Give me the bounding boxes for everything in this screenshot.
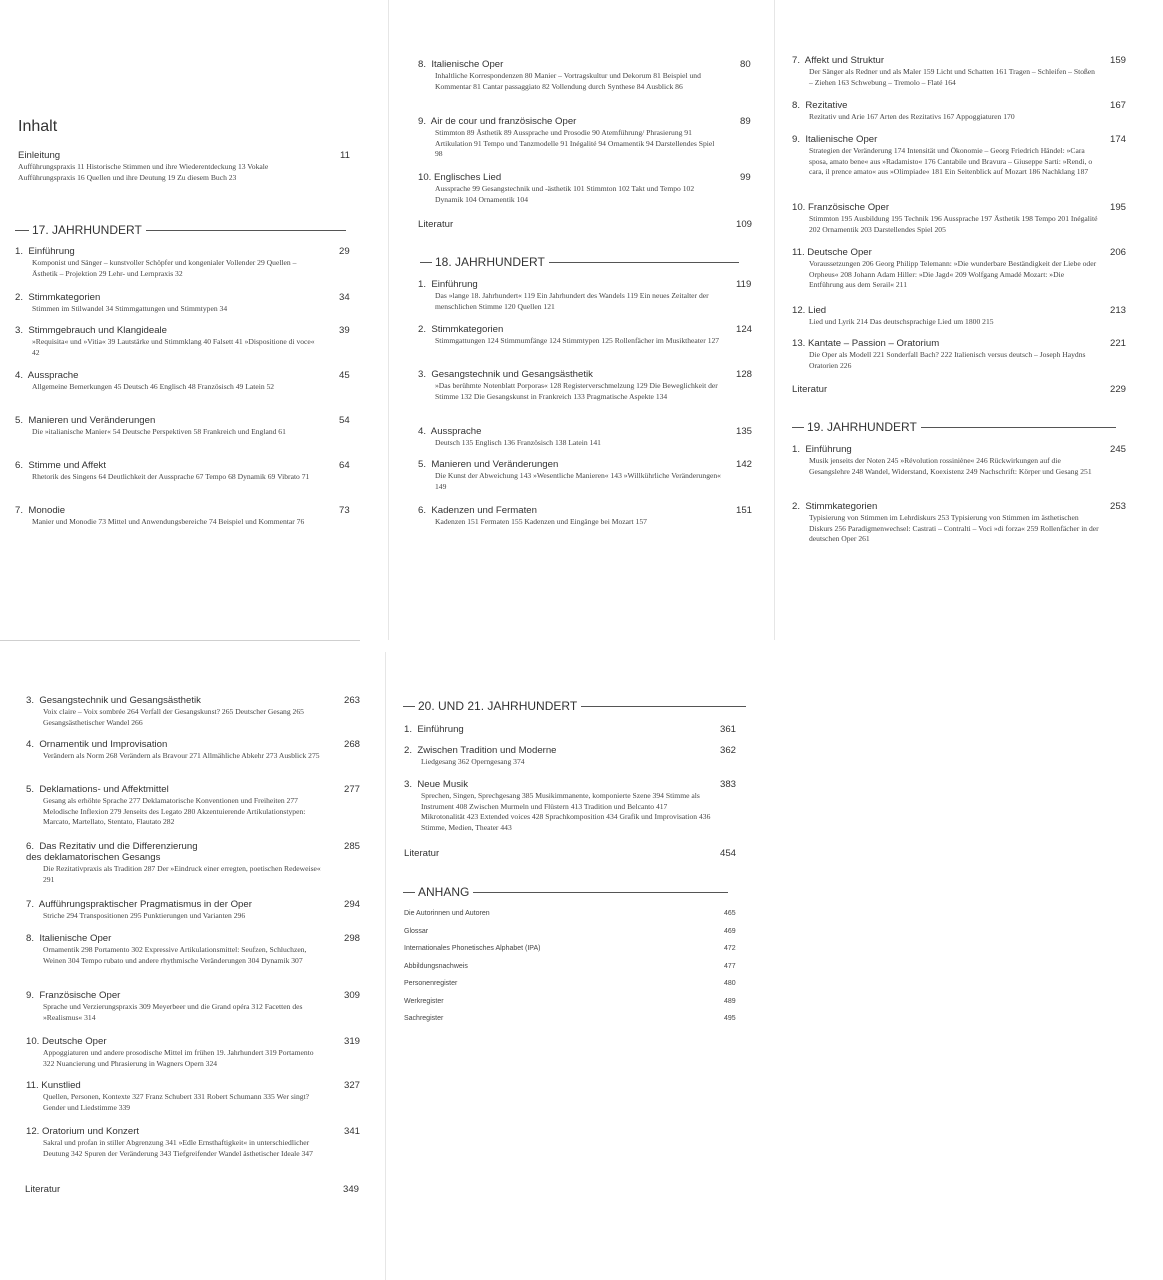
entry-title: Literatur — [792, 384, 828, 395]
entry-desc: Die Oper als Modell 221 Sonderfall Bach? 222 Italienisch versus deutsch – Joseph Haydns Oratorien 226 — [809, 350, 1086, 370]
entry-title: Literatur — [418, 219, 454, 230]
section-heading: 20. UND 21. JAHRHUNDERT — [403, 699, 746, 713]
entry-desc: Gesang als erhöhte Sprache 277 Deklamatorische Konventionen und Freiheiten 277 Melodische Inflexion 279 Jenseits des Legato 280 Akzentuierende Artikulationstypen: Marcato, Martellato, Stentato, Flautato 282 — [43, 796, 306, 827]
entry-title: 3. Gesangstechnik und Gesangsästhetik — [418, 369, 593, 380]
literatur-entry[interactable] — [25, 1184, 361, 1195]
entry-page: 221 — [1110, 338, 1127, 349]
entry-desc: Aussprache 99 Gesangstechnik und -ästhetik 101 Stimmton 102 Takt und Tempo 102 Dynamik 104 Ornamentik 104 — [435, 184, 695, 204]
entry-page: 29 — [339, 246, 350, 257]
anhang-item[interactable] — [404, 1015, 740, 1022]
entry-title: 10. Französische Oper — [792, 202, 890, 213]
entry-page: 268 — [344, 739, 361, 750]
entry-page: 245 — [1110, 444, 1127, 455]
entry-title: 2. Stimmkategorien — [15, 292, 101, 303]
entry-desc: Allgemeine Bemerkungen 45 Deutsch 46 Englisch 48 Französisch 49 Latein 52 — [32, 382, 275, 391]
toc-entry[interactable] — [792, 338, 1128, 371]
toc-entry[interactable] — [418, 279, 754, 312]
toc-entry[interactable] — [26, 899, 362, 922]
entry-desc: Sakral und profan in stiller Abgrenzung 341 »Edle Ernsthaftigkeit« in unterschiedlicher Deutung 342 Spuren der Veränderung 343 Tiefgreifender Wandel ästhetischer Ideale 347 — [43, 1138, 313, 1158]
toc-entry[interactable] — [26, 739, 362, 762]
section-heading: 18. JAHRHUNDERT — [420, 255, 739, 269]
entry-title: 7. Aufführungspraktischer Pragmatismus in der Oper — [26, 899, 252, 910]
entry-desc: Lied und Lyrik 214 Das deutschsprachige Lied um 1800 215 — [809, 317, 994, 326]
entry-desc: Sprechen, Singen, Sprechgesang 385 Musikimmanente, komponierte Szene 394 Stimme als Instrument 408 Zwischen Murmeln und Flüstern 413 Tradition und Belcanto 417 Mikrotonalität 423 Extended voices 428 Sprachkomposition 434 Grafik und Improvisation 436 Stimme, Medien, Theater 443 — [421, 791, 711, 832]
entry-title: 12. Oratorium und Konzert — [26, 1126, 140, 1137]
entry-page: 174 — [1110, 134, 1127, 145]
entry-desc: Ornamentik 298 Portamento 302 Expressive Artikulationsmittel: Seufzen, Schluchzen, Weinen 304 Tempo rubato und andere rhythmische Veränderungen 304 Dynamik 307 — [43, 945, 307, 965]
anhang-item[interactable] — [404, 998, 740, 1005]
entry-title: 5. Deklamations- und Affektmittel — [26, 784, 169, 795]
anhang-page: 465 — [724, 910, 736, 917]
entry-desc: Striche 294 Transpositionen 295 Punktierungen und Varianten 296 — [43, 911, 246, 920]
literatur-entry[interactable] — [404, 848, 740, 859]
toc-page-4 — [0, 652, 385, 1280]
entry-page: 319 — [344, 1036, 361, 1047]
anhang-item[interactable] — [404, 945, 740, 952]
entry-desc: Voix claire – Voix sombrée 264 Verfall der Gesangskunst? 265 Deutscher Gesang 265 Gesangsästhetischer Wandel 266 — [43, 707, 304, 727]
section-heading: 17. JAHRHUNDERT — [15, 223, 346, 237]
anhang-label: Die Autorinnen und Autoren — [404, 910, 490, 917]
toc-entry[interactable] — [15, 246, 353, 279]
page-edge-line — [0, 640, 360, 641]
entry-page: 362 — [720, 745, 737, 756]
toc-entry[interactable] — [418, 324, 754, 347]
anhang-label: Sachregister — [404, 1015, 444, 1022]
toc-entry[interactable] — [792, 501, 1128, 545]
anhang-item[interactable] — [404, 910, 740, 917]
entry-title: 6. Das Rezitativ und die Differenzierung des deklamatorischen Gesangs — [26, 841, 198, 863]
entry-title: 2. Stimmkategorien — [418, 324, 504, 335]
toc-entry[interactable] — [15, 292, 353, 315]
anhang-item[interactable] — [404, 980, 740, 987]
toc-entry[interactable] — [15, 505, 353, 528]
entry-title: 3. Neue Musik — [404, 779, 468, 790]
toc-entry[interactable] — [792, 100, 1128, 123]
entry-page: 383 — [720, 779, 737, 790]
entry-page: 73 — [339, 505, 350, 516]
toc-entry[interactable] — [792, 444, 1128, 477]
anhang-label: Personenregister — [404, 980, 458, 987]
entry-desc: Strategien der Veränderung 174 Intensität und Ökonomie – Georg Friedrich Händel: »Cara sposa, amato bene« aus »Radamisto« 176 Cantabile und Bravura – Giuseppe Sarti: »Rendi, o cara, il prence amato« aus »Olimpiade« 181 Ein Seitenblick auf Mozart 186 Nachklang 187 — [809, 146, 1093, 177]
toc-entry[interactable] — [418, 116, 754, 160]
toc-entry[interactable] — [26, 784, 362, 828]
entry-page: 99 — [740, 172, 751, 183]
anhang-page: 489 — [724, 997, 736, 1005]
anhang-label: Abbildungsnachweis — [404, 962, 468, 970]
entry-title: 11. Kunstlied — [26, 1080, 81, 1091]
entry-title: 7. Affekt und Struktur — [792, 55, 885, 66]
entry-title: Literatur — [25, 1184, 61, 1195]
entry-page: 89 — [740, 116, 751, 127]
entry-title: 1. Einführung — [15, 246, 75, 257]
entry-title: 4. Aussprache — [15, 370, 79, 381]
entry-desc: Appoggiaturen und andere prosodische Mittel im frühen 19. Jahrhundert 319 Portamento 322 Nuancierung und Phrasierung in Wagners Opern 324 — [43, 1048, 314, 1068]
entry-page: 361 — [720, 724, 737, 735]
literatur-entry[interactable] — [418, 219, 752, 230]
entry-page: 109 — [736, 219, 753, 230]
entry-page: 206 — [1110, 247, 1127, 258]
entry-page: 39 — [339, 325, 350, 336]
entry-title: 10. Englisches Lied — [418, 172, 502, 183]
toc-entry[interactable] — [792, 134, 1128, 178]
entry-page: 263 — [344, 695, 361, 706]
entry-page: 135 — [736, 426, 753, 437]
entry-desc: »Requisita« und »Vitia« 39 Lautstärke und Stimmklang 40 Falsett 41 »Dispositione di voce« 42 — [32, 337, 315, 357]
toc-page-1 — [0, 0, 388, 640]
toc-entry[interactable] — [404, 745, 740, 768]
entry-title: 13. Kantate – Passion – Oratorium — [792, 338, 940, 349]
entry-desc: Aufführungspraxis 11 Historische Stimmen und ihre Wiederentdeckung 13 Vokale Aufführungspraxis 16 Quellen und ihre Deutung 19 Zu diesem Buch 23 — [18, 162, 269, 182]
entry-title: 8. Italienische Oper — [26, 933, 112, 944]
entry-page: 341 — [344, 1126, 361, 1137]
entry-desc: Musik jenseits der Noten 245 »Révolution rossiniène« 246 Rückwirkungen auf die Gesangslehre 248 Wandel, Widerstand, Koexistenz 249 Nachschrift: Körper und Gesang 251 — [809, 456, 1092, 476]
entry-title: 6. Kadenzen und Fermaten — [418, 505, 537, 516]
entry-page: 151 — [736, 505, 753, 516]
entry-page: 277 — [344, 784, 361, 795]
entry-page: 80 — [740, 59, 751, 70]
toc-entry[interactable] — [792, 202, 1128, 235]
entry-title: 12. Lied — [792, 305, 827, 316]
entry-desc: Stimmton 195 Ausbildung 195 Technik 196 Aussprache 197 Ästhetik 198 Tempo 201 Inégalité 202 Ornamentik 203 Darstellendes Spiel 205 — [809, 214, 1098, 234]
toc-entry[interactable] — [26, 933, 362, 966]
entry-title: 4. Ornamentik und Improvisation — [26, 739, 168, 750]
entry-page: 124 — [736, 324, 753, 335]
entry-desc: Stimmgattungen 124 Stimmumfänge 124 Stimmtypen 125 Rollenfächer im Musiktheater 127 — [435, 336, 720, 345]
anhang-item[interactable] — [404, 928, 740, 935]
entry-desc: »Das berühmte Notenblatt Porporas« 128 Registerverschmelzung 129 Die Beweglichkeit der Stimme 132 Die Gesangskunst in Frankreich 133 Pragmatische Aspekte 134 — [435, 381, 718, 401]
entry-page: 11 — [340, 150, 350, 161]
entry-title: 1. Einführung — [404, 724, 464, 735]
toc-entry[interactable] — [26, 1036, 362, 1069]
entry-page: 294 — [344, 899, 361, 910]
entry-page: 128 — [736, 369, 753, 380]
entry-desc: Inhaltliche Korrespondenzen 80 Manier – Vortragskultur und Dekorum 81 Beispiel und Kommentar 81 Cantar passaggiato 82 Vollendung durch Synthese 84 Ausblick 86 — [435, 71, 701, 91]
entry-page: 454 — [720, 848, 737, 859]
entry-desc: Liedgesang 362 Operngesang 374 — [421, 757, 525, 766]
entry-title: Literatur — [404, 848, 440, 859]
entry-desc: Komponist und Sänger – kunstvoller Schöpfer und kongenialer Vollender 29 Quellen – Ästhetik – Projektion 29 Lehr- und Lernpraxis 32 — [32, 258, 297, 278]
entry-page: 229 — [1110, 384, 1127, 395]
entry-desc: Stimmton 89 Ästhetik 89 Aussprache und Prosodie 90 Atemführung/ Phrasierung 91 Artikulation 91 Tempo und Tanzmodelle 91 Inégalité 94 Ornamentik 94 Darstellendes Spiel 98 — [435, 128, 715, 159]
entry-page: 253 — [1110, 501, 1127, 512]
entry-title: 8. Rezitative — [792, 100, 848, 111]
entry-desc: Die Rezitativpraxis als Tradition 287 Der »Eindruck einer erregten, poetischen Redeweise« 291 — [43, 864, 321, 884]
entry-desc: Der Sänger als Redner und als Maler 159 Licht und Schatten 161 Tragen – Schleifen – Stoßen – Ziehen 163 Schwebung – Tremolo – Flaté 164 — [809, 67, 1095, 87]
toc-entry[interactable] — [15, 325, 353, 358]
entry-desc: Quellen, Personen, Kontexte 327 Franz Schubert 331 Robert Schumann 335 Wer singt? Gender und Liedstimme 339 — [43, 1092, 310, 1112]
toc-entry[interactable] — [792, 305, 1128, 328]
entry-desc: Manier und Monodie 73 Mittel und Anwendungsbereiche 74 Beispiel und Kommentar 76 — [32, 517, 305, 526]
toc-entry[interactable] — [26, 695, 362, 728]
literatur-entry[interactable] — [792, 384, 1126, 395]
toc-entry[interactable] — [418, 369, 754, 402]
entry-page: 195 — [1110, 202, 1127, 213]
entry-desc: Voraussetzungen 206 Georg Philipp Telemann: »Die wunderbare Beständigkeit der Liebe oder Orpheus« 208 Johann Adam Hiller: »Die Jagd« 209 Wolfgang Amadé Mozart: »Die Entführung aus dem Serail« 211 — [809, 259, 1097, 290]
entry-title: 7. Monodie — [15, 505, 66, 516]
entry-page: 119 — [736, 279, 752, 290]
entry-page: 64 — [339, 460, 350, 471]
anhang-label: Internationales Phonetisches Alphabet (IPA) — [404, 945, 541, 952]
toc-page-2 — [390, 0, 774, 640]
entry-desc: Rhetorik des Singens 64 Deutlichkeit der Aussprache 67 Tempo 68 Dynamik 69 Vibrato 71 — [32, 472, 310, 481]
toc-entry-einleitung[interactable] — [18, 150, 350, 183]
anhang-label: Werkregister — [404, 997, 444, 1005]
toc-entry[interactable] — [418, 59, 754, 92]
toc-entry[interactable] — [418, 426, 754, 449]
entry-page: 167 — [1110, 100, 1127, 111]
toc-entry[interactable] — [418, 459, 754, 492]
anhang-heading: ANHANG — [403, 885, 728, 899]
toc-entry[interactable] — [15, 415, 353, 438]
entry-desc: Verändern als Norm 268 Verändern als Bravour 271 Allmähliche Abkehr 273 Ausblick 275 — [43, 751, 320, 760]
toc-entry[interactable] — [792, 247, 1128, 291]
anhang-item[interactable] — [404, 963, 740, 970]
toc-entry[interactable] — [26, 1126, 362, 1159]
toc-entry[interactable] — [26, 990, 362, 1023]
toc-entry[interactable] — [418, 172, 754, 205]
anhang-page: 472 — [724, 945, 736, 952]
entry-page: 327 — [344, 1080, 361, 1091]
entry-title: 3. Gesangstechnik und Gesangsästhetik — [26, 695, 201, 706]
entry-title: 9. Französische Oper — [26, 990, 121, 1001]
entry-desc: Die »italianische Manier« 54 Deutsche Perspektiven 58 Frankreich und England 61 — [32, 427, 286, 436]
anhang-page: 495 — [724, 1015, 736, 1022]
entry-title: 11. Deutsche Oper — [792, 247, 872, 258]
section-heading: 19. JAHRHUNDERT — [792, 420, 1116, 434]
entry-page: 298 — [344, 933, 361, 944]
entry-title: 5. Manieren und Veränderungen — [418, 459, 559, 470]
toc-entry[interactable] — [404, 724, 740, 735]
entry-page: 349 — [343, 1184, 360, 1195]
entry-desc: Die Kunst der Abweichung 143 »Wesentliche Manieren« 143 »Willkührliche Veränderungen« 149 — [435, 471, 721, 491]
entry-page: 285 — [344, 841, 361, 852]
toc-page-5 — [387, 652, 772, 1280]
entry-title: 6. Stimme und Affekt — [15, 460, 107, 471]
toc-entry[interactable] — [792, 55, 1128, 88]
anhang-page: 480 — [724, 980, 736, 987]
entry-title: 8. Italienische Oper — [418, 59, 504, 70]
entry-page: 213 — [1110, 305, 1127, 316]
entry-page: 159 — [1110, 55, 1127, 66]
entry-desc: Das »lange 18. Jahrhundert« 119 Ein Jahrhundert des Wandels 119 Ein neues Zeitalter der menschlichen Stimme 120 Quellen 121 — [435, 291, 709, 311]
entry-desc: Rezitativ und Arie 167 Arten des Rezitativs 167 Appoggiaturen 170 — [809, 112, 1015, 121]
toc-entry[interactable] — [418, 505, 754, 528]
entry-title: 2. Zwischen Tradition und Moderne — [404, 745, 557, 756]
entry-title: 9. Italienische Oper — [792, 134, 878, 145]
anhang-label: Glossar — [404, 927, 429, 935]
toc-page-3 — [776, 0, 1163, 640]
entry-title: 9. Air de cour und französische Oper — [418, 116, 577, 127]
entry-title: 3. Stimmgebrauch und Klangideale — [15, 325, 167, 336]
entry-title: 1. Einführung — [792, 444, 852, 455]
entry-desc: Sprache und Verzierungspraxis 309 Meyerbeer und die Grand opéra 312 Facetten des »Realismus« 314 — [43, 1002, 303, 1022]
entry-title: Einleitung — [18, 150, 61, 161]
entry-title: 5. Manieren und Veränderungen — [15, 415, 156, 426]
entry-title: 2. Stimmkategorien — [792, 501, 878, 512]
entry-page: 45 — [339, 370, 350, 381]
entry-page: 34 — [339, 292, 350, 303]
entry-desc: Typisierung von Stimmen im Lehrdiskurs 253 Typisierung von Stimmen im ästhetischen Diskurs 256 Paradigmenwechsel: Castrati – Contralti – Voci »di forza« 259 Rollenfächer in der deutschen Oper 261 — [809, 513, 1099, 544]
entry-title: 4. Aussprache — [418, 426, 482, 437]
page-title: Inhalt — [18, 118, 58, 135]
entry-desc: Kadenzen 151 Fermaten 155 Kadenzen und Eingänge bei Mozart 157 — [435, 517, 647, 526]
entry-title: 10. Deutsche Oper — [26, 1036, 107, 1047]
entry-desc: Deutsch 135 Englisch 136 Französisch 138 Latein 141 — [435, 438, 601, 447]
toc-entry[interactable] — [26, 841, 362, 885]
entry-title: 1. Einführung — [418, 279, 478, 290]
toc-entry[interactable] — [15, 460, 353, 483]
anhang-page: 469 — [724, 927, 736, 935]
entry-desc: Stimmen im Stilwandel 34 Stimmgattungen und Stimmtypen 34 — [32, 304, 228, 313]
toc-entry[interactable] — [26, 1080, 362, 1113]
entry-page: 142 — [736, 459, 753, 470]
entry-page: 309 — [344, 990, 361, 1001]
toc-entry[interactable] — [404, 779, 740, 833]
anhang-page: 477 — [724, 962, 736, 970]
toc-entry[interactable] — [15, 370, 353, 393]
entry-page: 54 — [339, 415, 350, 426]
